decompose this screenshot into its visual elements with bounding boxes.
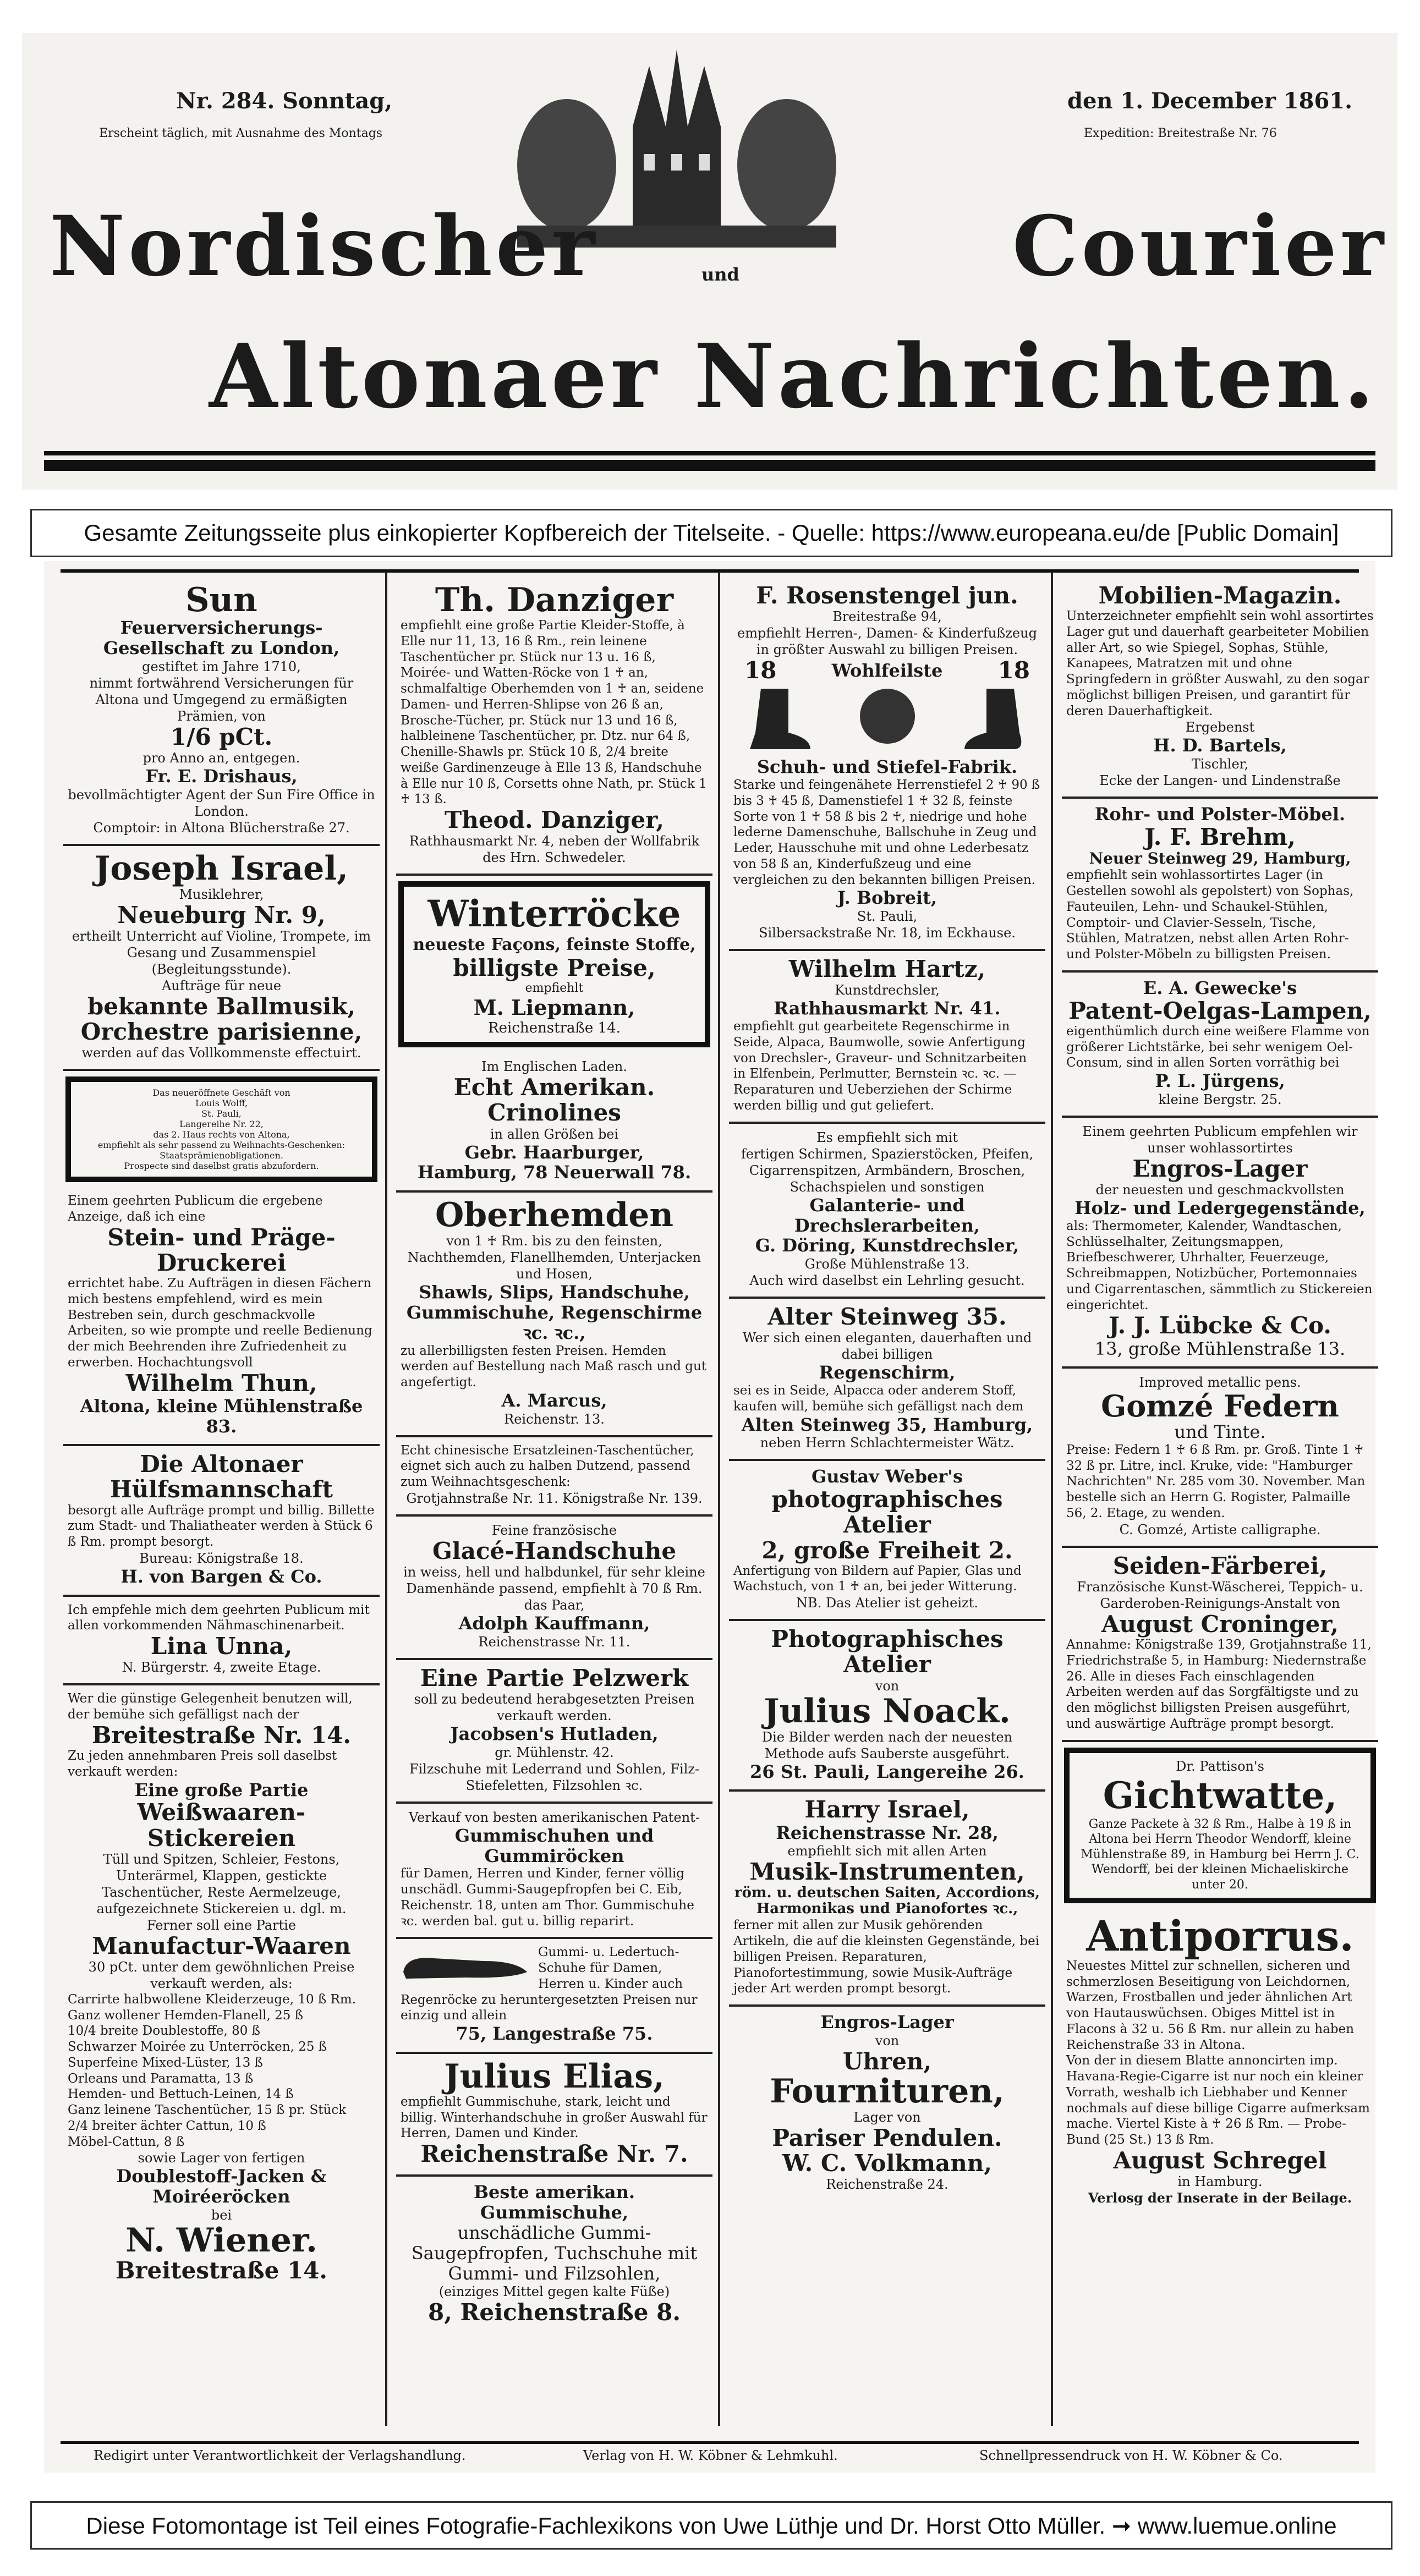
- footer-printer: Schnellpressendruck von H. W. Köbner & Co.: [979, 2448, 1283, 2463]
- ad-text: Echt chinesische Ersatzleinen-Taschentücher, eignet sich auch zu halben Dutzend, passend zum Weihnachtsgeschenk:: [401, 1443, 694, 1490]
- ad-text: Preise: Federn 1 ♰ 6 ß Rm. pr. Groß. Tinte 1 ♰ 32 ß pr. Litre, incl. Kruke, vide: "Hamburger Nachrichten" Nr. 285 vom 30. November. Man bestelle sich an Herrn G. Rogister, Palmaille 56, 2. Etage, zu wenden.: [1066, 1442, 1366, 1520]
- ad-name: W. C. Volkmann,: [782, 2150, 992, 2177]
- ad-text: St. Pauli,: [201, 1108, 242, 1119]
- ad-text: errichtet habe. Zu Aufträgen in diesen Fächern mich bestens empfehlend, wird es mein Bestreben sein, durch geschmackvolle Arbeiten, so wie prompte und reelle Bedienung der mich Beehrenden ihre Zufriedenheit zu erwerben. Hochachtungsvoll: [68, 1276, 372, 1370]
- issue-number: Nr. 284. Sonntag,: [176, 88, 393, 114]
- ad-address: Comptoir: in Altona Blücherstraße 27.: [93, 820, 350, 836]
- ad-address: Reichenstrasse Nr. 28,: [776, 1822, 999, 1843]
- ad-title: Th. Danziger: [435, 581, 674, 619]
- ad-text: pro Anno an, entgegen.: [142, 750, 300, 766]
- ad-heading: billigste Preise,: [453, 954, 656, 982]
- ad-title: Photographisches Atelier: [771, 1625, 1004, 1678]
- ad-text: Ganze Packete à 32 ß Rm., Halbe à 19 ß in Altona bei Herrn Theodor Wendorff, kleine Mühlenstraße 89, in Hamburg bei Herrn J. C. Wendorff, bei der kleinen Michaeliskirche unter 20.: [1081, 1817, 1359, 1892]
- ad-text: Annahme: Königstraße 139, Grotjahnstraße 11, Friedrichstraße 5, in Hamburg: Niedernstraße 26. Alle in dieses Fach einschlagenden Arbeiten werden auf das Sorgfältigste und zu den möglichst billigsten Preisen ausgeführt, und auswärtige Aufträge prompt besorgt.: [1066, 1638, 1372, 1731]
- ad-china-taschentuecher: [396, 1437, 712, 1517]
- list-item: Orleans und Paramatta, 13 ß: [68, 2071, 254, 2086]
- ad-address: Reichenstr. 13.: [504, 1411, 605, 1427]
- ad-name: H. von Bargen & Co.: [120, 1566, 322, 1587]
- ad-text: Auch wird daselbst ein Lehrling gesucht.: [749, 1273, 1025, 1289]
- ad-text: empfiehlt als sehr passend zu Weihnachts-Geschenken:: [97, 1140, 346, 1151]
- ad-text: Gummi- u. Ledertuch-Schuhe für Damen, Herren u. Kinder auch Regenröcke zu heruntergesetzten Preisen nur einzig und allein: [401, 1945, 698, 2023]
- ad-address: Bureau: Königstraße 18.: [139, 1550, 304, 1566]
- ad-heading: das 2. Haus rechts von Altona,: [153, 1129, 290, 1140]
- ad-alter-steinweg: [729, 1299, 1045, 1461]
- ad-address: 75, Langestraße 75.: [456, 2023, 653, 2045]
- ad-haarburger: [396, 1053, 712, 1193]
- ad-text: nimmt fortwährend Versicherungen für Altona und Umgegend zu ermäßigten Prämien, von: [89, 675, 354, 724]
- ad-amerikan-gummischuhe: [396, 2177, 712, 2333]
- ad-address: 8, Reichenstraße 8.: [428, 2299, 681, 2326]
- ad-text: Tüll und Spitzen, Schleier, Festons, Unterärmel, Klappen, gestickte Taschentücher, Reste Aermelzeuge, aufgezeichnete Stickereien u. dgl. m.: [96, 1851, 347, 1916]
- ad-title: Oberhemden: [435, 1196, 674, 1235]
- ad-text: empfiehlt sein wohlassortirtes Lager (in Gestellen sowohl als gepolstert) von Sophas, Fauteuilen, Lehn- und Schaukel-Stühlen, Comptoir- und Clavier-Sesseln, Tische, Stühlen, Matratzen, nebst allen Arten Rohr- und Polster-Möbeln zu billigsten Preisen.: [1066, 868, 1354, 962]
- masthead: [22, 33, 1397, 490]
- ad-title: photographisches Atelier: [771, 1486, 1003, 1539]
- ad-address: Silbersackstraße Nr. 18, im Eckhause.: [759, 925, 1016, 941]
- ad-name: A. Marcus,: [501, 1389, 607, 1411]
- ad-croninger: [1062, 1548, 1378, 1742]
- footer-editor: Redigirt unter Verantwortlichkeit der Verlagshandlung.: [94, 2448, 466, 2463]
- ad-address: kleine Bergstr. 25.: [1158, 1091, 1282, 1107]
- ad-address: in Hamburg.: [1177, 2174, 1263, 2189]
- ad-heading: Doublestoff-Jacken & Moiréeröcken: [116, 2166, 327, 2207]
- list-item: Carrirte halbwollene Kleiderzeuge, 10 ß Rm.: [68, 1992, 357, 2007]
- ad-text: eigenthümlich durch eine weißere Flamme von größerer Lichtstärke, bei sehr wenigem Oel-Consum, sind in allen Sorten vorräthig bei: [1066, 1024, 1370, 1070]
- ad-number: 18: [744, 657, 777, 684]
- column-1: [63, 578, 380, 2437]
- ad-text: Wer sich einen eleganten, dauerhaften und dabei billigen: [742, 1330, 1032, 1363]
- list-item: 10/4 breite Doublestoffe, 80 ß: [68, 2024, 261, 2039]
- footer-publisher: Verlag von H. W. Köbner & Lehmkuhl.: [583, 2448, 838, 2463]
- ad-title: Glacé-Handschuhe: [432, 1537, 677, 1564]
- ad-text: St. Pauli,: [857, 909, 918, 925]
- ad-text: Von der in diesem Blatte annoncirten imp. Havana-Regie-Cigarre ist nur noch ein kleiner Vorrath, weshalb ich Liebhaber und Kenner nochmals auf diese billige Cigarre aufmerksam mache. Viertel Kiste à ♰ 26 ß Rm. — Probe-Bund (25 St.) 13 ß Rm.: [1066, 2053, 1370, 2147]
- title-nordischer: Nordischer: [50, 198, 599, 295]
- ad-text: soll zu bedeutend herabgesetzten Preisen verkauft werden.: [414, 1691, 695, 1724]
- ad-heading: Staatsprämienobligationen.: [160, 1150, 283, 1161]
- ad-gomze: [1062, 1369, 1378, 1547]
- ad-title: Beste amerikan. Gummischuhe,: [474, 2182, 635, 2223]
- ad-address: Langereihe Nr. 22,: [179, 1119, 264, 1130]
- ad-title: Die Altonaer Hülfsmannschaft: [109, 1451, 333, 1503]
- ad-title: F. Rosenstengel jun.: [756, 582, 1018, 609]
- ad-text: von 1 ♰ Rm. bis zu den feinsten, Nachthemden, Flanellhemden, Unterjacken und Hosen,: [407, 1233, 701, 1282]
- ad-heading: bekannte Ballmusik,: [87, 992, 356, 1020]
- ad-text: unschädliche Gummi-Saugepfropfen, Tuchschuhe mit Gummi- und Filzsohlen,: [411, 2222, 698, 2284]
- ad-text: bevollmächtigter Agent der Sun Fire Office in London.: [68, 787, 375, 819]
- ad-text: Anfertigung von Bildern auf Papier, Glas und Wachstuch, von 1 ♰ an, bei jeder Witterung.: [733, 1563, 1022, 1594]
- ad-text: ferner mit allen zur Musik gehörenden Artikeln, die auf die kleinsten Gegenstände, bei billigen Preisen. Reparaturen, Pianofortestimmung, sowie Musik-Aufträge jeder Art werden prompt besorgt.: [733, 1918, 1040, 1996]
- ad-subtitle: Feuerversicherungs-Gesellschaft zu London,: [103, 617, 340, 658]
- ad-address: Reichenstraße Nr. 7.: [420, 2140, 688, 2168]
- ad-text: 30 pCt. unter dem gewöhnlichen Preise verkauft werden, als:: [88, 1959, 355, 1991]
- ad-text: Feine französische: [491, 1522, 617, 1538]
- ad-address: Breitestraße 14.: [115, 2257, 328, 2284]
- ad-rate: 1/6 pCt.: [170, 723, 273, 750]
- ad-julius-noack: [729, 1621, 1045, 1792]
- ad-name: Gebr. Haarburger,: [464, 1141, 644, 1163]
- ad-name: J. J. Lübcke & Co.: [1108, 1312, 1332, 1339]
- ad-volkmann: [729, 2007, 1045, 2200]
- ad-g-doering: [729, 1124, 1045, 1299]
- ad-name: J. Bobreit,: [837, 887, 937, 909]
- ad-text: Improved metallic pens.: [1139, 1375, 1301, 1391]
- ad-name: Gustav Weber's: [812, 1466, 963, 1487]
- ad-title: Julius Elias,: [444, 2057, 665, 2096]
- ad-text: gestiftet im Jahre 1710,: [142, 658, 301, 674]
- ad-title: Stein- und Präge-Druckerei: [107, 1223, 336, 1276]
- ad-rosenstengel: [729, 578, 1045, 951]
- ad-address: 13, große Mühlenstraße 13.: [1094, 1338, 1346, 1359]
- ad-heading: Eine große Partie: [134, 1779, 309, 1800]
- ad-heading: Wohlfeilste: [831, 660, 943, 681]
- ad-address: Neueburg Nr. 9,: [117, 901, 326, 929]
- ad-mobilien-magazin: [1062, 578, 1378, 799]
- ad-text: empfiehlt eine große Partie Kleider-Stoffe, à Elle nur 11, 13, 16 ß Rm., rein leinene Taschentücher pr. Stück nur 13 u. 16 ß, Moirée- und Watten-Röcke von 1 ♰ an, schmalfaltige Oberhemden von 1 ♰ an, seidene Damen- und Herren-Shlipse von 26 ß an, Brosche-Tücher, pr. Stück nur 13 und 16 ß, halbleinene Taschentücher, pr. Dtz. nur 64 ß, Chenille-Shawls pr. Stück 10 ß, 2/4 breite weiße Gardinenzeuge à Elle 13 ß, Handschuhe à Elle nur 10 ß, Corsetts ohne Nath, pr. Stück 1 ♰ 13 ß.: [401, 618, 707, 807]
- ad-address: Grotjahnstraße Nr. 11. Königstraße Nr. 139.: [406, 1490, 703, 1506]
- title-courier: Courier: [1012, 198, 1387, 295]
- ad-pelzwerk: [396, 1660, 712, 1804]
- ad-text: Starke und feingenähete Herrenstiefel 2 ♰ 90 ß bis 3 ♰ 45 ß, Damenstiefel 1 ♰ 32 ß, feinste Sorte von 1 ♰ 58 ß bis 2 ♰, niedrige und hohe lederne Damenschuhe, Ballschuhe in Zeug und Leder, Hausschuhe mit und ohne Lederbesatz von 58 ß an, Kinderfußzeug und eine vergleichen zu den bekannten billigen Preisen.: [733, 778, 1040, 887]
- ad-text: bei: [211, 2207, 232, 2223]
- ad-name: N. Wiener.: [125, 2221, 317, 2260]
- ad-text: empfiehlt gut gearbeitete Regenschirme in Seide, Alpaca, Baumwolle, sowie Anfertigung von Drechsler-, Graveur- und Schnitzarbeiten in Elfenbein, Perlmutter, Bernstein ꝛc. ꝛc. — Reparaturen und Ueberziehen der Schirme werden billig und gut geliefert.: [733, 1019, 1027, 1113]
- boots-icon: [739, 683, 1036, 755]
- ad-text: Neuestes Mittel zur schnellen, sicheren und schmerzlosen Beseitigung von Leichdornen, Warzen, Frostballen und jeder ähnlichen Art von Hautauswüchsen. Obiges Mittel ist in Flacons à 32 u. 56 ß Rm. nur allein zu haben Reichenstraße 33 in Altona.: [1066, 1958, 1355, 2052]
- ad-text: für Damen, Herren und Kinder, ferner völlig unschädl. Gummi-Saugepfropfen bei C. Eib, Reichenstr. 18, unten am Thor. Gummischuhe ꝛc. werden bal. gut u. billig reparirt.: [401, 1866, 694, 1929]
- ad-huelfsmannschaft: [63, 1446, 380, 1596]
- list-item: Schwarzer Moirée zu Unterröcken, 25 ß: [68, 2040, 327, 2055]
- ad-heading: Orchestre parisienne,: [80, 1018, 363, 1045]
- expedition-note: Expedition: Breitestraße Nr. 76: [1084, 127, 1277, 140]
- ad-name: M. Liepmann,: [473, 995, 635, 1020]
- ad-text: Einem geehrten Publicum die ergebene Anzeige, daß ich eine: [68, 1194, 323, 1224]
- ad-text: Kunstdrechsler,: [835, 982, 940, 998]
- ad-heading: E. A. Gewecke's: [1143, 977, 1297, 998]
- ad-liepmann: [398, 881, 710, 1047]
- ad-name: P. L. Jürgens,: [1155, 1070, 1285, 1092]
- ad-address: Alten Steinweg 35, Hamburg,: [741, 1414, 1033, 1435]
- masthead-rule-top: [44, 451, 1375, 455]
- ad-title: Echt Amerikan. Crinolines: [453, 1074, 655, 1127]
- ad-text: Verlosg der Inserate in der Beilage.: [1088, 2190, 1352, 2206]
- ad-text: in allen Größen bei: [490, 1126, 619, 1142]
- ad-text: (einziges Mittel gegen kalte Füße): [438, 2284, 670, 2300]
- ad-text: Es empfiehlt sich mit: [816, 1129, 958, 1145]
- ad-text: Aufträge für neue: [161, 977, 282, 993]
- ad-address: Ecke der Langen- und Lindenstraße: [1099, 773, 1341, 789]
- ad-text: neben Herrn Schlachtermeister Wätz.: [760, 1435, 1015, 1451]
- issue-date: den 1. December 1861.: [1067, 88, 1353, 114]
- ad-title: Engros-Lager: [1132, 1155, 1308, 1182]
- ad-a-marcus: [396, 1193, 712, 1437]
- ad-address: Rathhausmarkt Nr. 4, neben der Wollfabrik des Hrn. Schwedeler.: [409, 833, 700, 866]
- ad-text: fertigen Schirmen, Spazierstöcken, Pfeifen, Cigarrenspitzen, Armbändern, Broschen, Schachspielen und sonstigen: [741, 1146, 1034, 1195]
- ad-louis-wolff: [65, 1076, 377, 1182]
- ad-name: August Croninger,: [1101, 1610, 1339, 1638]
- ad-title: Joseph Israel,: [94, 849, 348, 888]
- ad-text: neueste Façons, feinste Stoffe,: [413, 935, 696, 955]
- ad-title: Louis Wolff,: [195, 1098, 248, 1109]
- list-item: Ganz wollener Hemden-Flanell, 25 ß: [68, 2008, 304, 2023]
- ad-text: empfiehlt sich mit allen Arten: [787, 1843, 987, 1859]
- ad-julius-elias: [396, 2054, 712, 2177]
- ad-address: Breitestraße Nr. 14.: [91, 1721, 352, 1749]
- shoe-icon: [401, 1945, 533, 1983]
- list-item: Möbel-Cattun, 8 ß: [68, 2134, 185, 2149]
- ad-agent: Fr. E. Drishaus,: [145, 765, 298, 787]
- ad-text: Im Englischen Laden.: [481, 1059, 627, 1075]
- ad-text: Tischler,: [1191, 756, 1249, 772]
- ad-heading: Shawls, Slips, Handschuhe, Gummischuhe, Regenschirme ꝛc. ꝛc.,: [406, 1282, 703, 1343]
- ad-text: Zu jeden annehmbaren Preis soll daselbst verkauft werden:: [68, 1749, 337, 1779]
- ad-shoe-langestrasse: [396, 1939, 712, 2054]
- caption-bottom: Diese Fotomontage ist Teil eines Fotografie-Fachlexikons von Uwe Lüthje und Dr. Horst Otto Müller. ➞ www.luemue.online: [30, 2501, 1392, 2550]
- ad-antiporrus: [1062, 1909, 1378, 2214]
- ad-heading: Pariser Pendulen.: [772, 2124, 1002, 2152]
- ad-pattison: [1064, 1748, 1376, 1904]
- ad-wilhelm-thun: [63, 1188, 380, 1446]
- ad-text: Das neueröffnete Geschäft von: [152, 1087, 290, 1098]
- caption-top: Gesamte Zeitungsseite plus einkopierter Kopfbereich der Titelseite. - Quelle: https://www.europeana.eu/de [Public Domain]: [30, 509, 1392, 557]
- ad-name: J. F. Brehm,: [1144, 823, 1296, 851]
- ad-title: Winterröcke: [427, 892, 681, 936]
- ad-name: Adolph Kauffmann,: [458, 1613, 650, 1634]
- ad-harry-israel: [729, 1792, 1045, 2007]
- ad-title: Seiden-Färberei,: [1112, 1552, 1328, 1579]
- ad-joseph-israel: [63, 846, 380, 1072]
- ad-title: Weißwaaren- Stickereien: [137, 1799, 306, 1852]
- ad-text: Prospecte sind daselbst gratis abzufordern.: [124, 1161, 319, 1172]
- ad-title: Mobilien-Magazin.: [1098, 582, 1342, 609]
- column-rule-3: [1051, 572, 1053, 2426]
- column-rule-2: [718, 572, 720, 2426]
- ad-address: Breitestraße 94,: [832, 609, 942, 625]
- ad-kauffmann: [396, 1517, 712, 1660]
- ad-name: Lina Unna,: [150, 1633, 293, 1660]
- ad-text: empfiehlt Gummischuhe, stark, leicht und billig. Winterhandschuhe in großer Auswahl für Herren, Damen und Kinder.: [401, 2094, 708, 2141]
- ad-text: zu allerbilligsten festen Preisen. Hemden werden auf Bestellung nach Maß rasch und gut angefertigt.: [401, 1343, 707, 1390]
- ad-text: besorgt alle Aufträge prompt und billig. Billette zum Stadt- und Thaliatheater werden à Stück 6 ß Rm. prompt besorgt.: [68, 1503, 375, 1550]
- page-top-rule: [61, 569, 1359, 573]
- ad-text: von: [875, 1678, 900, 1694]
- ad-title: Wilhelm Hartz,: [788, 955, 986, 983]
- column-2: [396, 578, 712, 2437]
- ad-th-danziger: [396, 578, 712, 876]
- ad-text: als: Thermometer, Kalender, Wandtaschen, Schlüsselhalter, Zeitungsmappen, Briefbeschwerer, Uhrhalter, Feuerzeuge, Schreibmappen, Notizbücher, Portemonnaies und Cigarrentaschen, sämmtlich zu Stickereien eingerichtet.: [1066, 1218, 1373, 1312]
- ad-title: Antiporrus.: [1086, 1912, 1354, 1961]
- list-item: Ganz leinene Taschentücher, 15 ß pr. Stück: [68, 2103, 347, 2118]
- ad-heading: Regenschirm,: [819, 1362, 956, 1383]
- ad-name: G. Döring, Kunstdrechsler,: [755, 1235, 1019, 1256]
- ad-text: empfiehlt Herren-, Damen- & Kinderfußzeug in größter Auswahl zu billigen Preisen.: [737, 625, 1037, 658]
- ad-heading: Manufactur-Waaren: [92, 1932, 351, 1959]
- ad-text: und Tinte.: [1174, 1421, 1266, 1443]
- masthead-rule-bottom: [44, 460, 1375, 471]
- ad-title: Patent-Oelgas-Lampen,: [1068, 997, 1372, 1024]
- ad-name: Wilhelm Thun,: [125, 1369, 317, 1397]
- ad-text: von: [875, 2033, 900, 2048]
- ad-heading: Holz- und Ledergegenstände,: [1074, 1198, 1366, 1219]
- ad-title: Alter Steinweg 35.: [767, 1303, 1007, 1331]
- ad-text: Unterzeichneter empfiehlt sein wohl assortirtes Lager gut und dauerhaft gearbeiteter Mobilien aller Art, so wie Spiegel, Sophas, Stühle, Kanapees, Matratzen mit und ohne Springfedern in größter Auswahl, zu den sogar möglichst billigen Preisen, und garantirt für deren Dauerhaftigkeit.: [1066, 609, 1374, 718]
- ad-address: Reichenstraße 24.: [826, 2177, 949, 2193]
- ad-j-f-brehm: [1062, 799, 1378, 973]
- column-3: [729, 578, 1045, 2437]
- ad-address: 2, große Freiheit 2.: [761, 1536, 1013, 1564]
- ad-address: Rathhausmarkt Nr. 41.: [774, 998, 1001, 1019]
- ad-number: 18: [997, 657, 1030, 684]
- ad-title: Rohr- und Polster-Möbel.: [1094, 804, 1346, 825]
- ad-title: Eine Partie Pelzwerk: [420, 1664, 689, 1691]
- ad-name: Harry Israel,: [804, 1796, 970, 1823]
- ad-gustav-weber: [729, 1461, 1045, 1621]
- ad-text: Musiklehrer,: [179, 886, 264, 902]
- ad-text: sei es in Seide, Alpacca oder anderem Stoff, kaufen will, bemühe sich gefälligst nach dem: [733, 1383, 1024, 1414]
- ad-text: Ich empfehle mich dem geehrten Publicum mit allen vorkommenden Nähmaschinenarbeit.: [68, 1602, 370, 1633]
- ad-heading: Dr. Pattison's: [1176, 1758, 1264, 1774]
- ad-name: Jacobsen's Hutladen,: [450, 1723, 659, 1745]
- list-item: Hemden- und Bettuch-Leinen, 14 ß: [68, 2087, 294, 2102]
- ad-text: der neuesten und geschmackvollsten: [1095, 1182, 1345, 1198]
- ad-text: Verkauf von besten amerikanischen Patent-: [409, 1809, 700, 1825]
- ad-name: August Schregel: [1113, 2146, 1327, 2174]
- ad-text: ertheilt Unterricht auf Violine, Trompete, im Gesang und Zusammenspiel (Begleitungsstunde).: [72, 928, 371, 977]
- ad-title: Sun: [185, 581, 257, 619]
- ad-name: C. Gomzé, Artiste calligraphe.: [1119, 1522, 1321, 1537]
- ad-title: Fournituren,: [770, 2072, 1005, 2111]
- column-rule-1: [385, 572, 387, 2426]
- ad-address: Altona, kleine Mühlenstraße 83.: [80, 1395, 363, 1437]
- title-und: und: [701, 264, 739, 285]
- ad-address: Reichenstraße 14.: [488, 1020, 621, 1037]
- ad-text: Einem geehrten Publicum empfehlen wir unser wohlassortirtes: [1082, 1123, 1358, 1156]
- ad-address: 26 St. Pauli, Langereihe 26.: [750, 1761, 1024, 1782]
- ad-text: Französische Kunst-Wäscherei, Teppich- u. Garderoben-Reinigungs-Anstalt von: [1077, 1579, 1363, 1611]
- ad-p-l-juergens: [1062, 973, 1378, 1118]
- ad-address: Reichenstrasse Nr. 11.: [478, 1634, 630, 1650]
- page-footer-rule: [61, 2441, 1359, 2444]
- ad-heading: Galanterie- und Drechslerarbeiten,: [794, 1194, 980, 1236]
- ad-text: werden auf das Vollkommenste effectuirt.: [81, 1045, 361, 1061]
- ad-gummischuhe: [396, 1804, 712, 1940]
- column-4: [1062, 578, 1378, 2437]
- ad-text: NB. Das Atelier ist geheizt.: [796, 1595, 978, 1611]
- ad-text: Filzschuhe mit Lederrand und Sohlen, Filz-Stiefeletten, Filzsohlen ꝛc.: [409, 1761, 700, 1793]
- ad-text: in weiss, hell und halbdunkel, für sehr kleine Damenhände passend, empfiehlt à 70 ß Rm. das Paar,: [403, 1564, 705, 1613]
- ad-name: Theod. Danziger,: [445, 806, 664, 833]
- ad-sun-insurance: [63, 578, 380, 846]
- publication-note: Erscheint täglich, mit Ausnahme des Montags: [99, 127, 383, 140]
- ad-title: Gummischuhen und Gummiröcken: [454, 1825, 654, 1866]
- ad-heading: Schuh- und Stiefel-Fabrik.: [756, 756, 1018, 778]
- ad-text: empfiehlt: [525, 981, 584, 996]
- ad-text: Ferner soll eine Partie: [146, 1917, 297, 1933]
- list-item: Superfeine Mixed-Lüster, 13 ß: [68, 2055, 263, 2070]
- ad-j-j-luebcke: [1062, 1118, 1378, 1369]
- ad-text: Die Bilder werden nach der neuesten Methode aufs Sauberste ausgeführt.: [761, 1729, 1013, 1761]
- ad-name: Julius Noack.: [764, 1691, 1011, 1731]
- ad-n-wiener: [63, 1685, 380, 2291]
- ad-heading: Engros-Lager: [820, 2012, 954, 2033]
- ad-title: Gichtwatte,: [1103, 1773, 1337, 1817]
- ad-address: Hamburg, 78 Neuerwall 78.: [417, 1162, 692, 1183]
- title-altonaer-nachrichten: Altonaer Nachrichten.: [209, 325, 1378, 428]
- ad-text: Lager von: [853, 2110, 921, 2125]
- ad-address: Neuer Steinweg 29, Hamburg,: [1089, 849, 1351, 868]
- ad-address: gr. Mühlenstr. 42.: [495, 1744, 614, 1760]
- ad-title: Musik-Instrumenten,: [749, 1858, 1025, 1886]
- ad-heading: röm. u. deutschen Saiten, Accordions, Harmonikas und Pianofortes ꝛc.,: [734, 1884, 1040, 1918]
- ad-lina-unna: [63, 1597, 380, 1686]
- ad-text: sowie Lager von fertigen: [138, 2150, 305, 2166]
- ad-name: H. D. Bartels,: [1153, 735, 1287, 756]
- ad-banner: [733, 658, 1041, 683]
- ad-title: Gomzé Federn: [1101, 1388, 1339, 1424]
- ad-wilhelm-hartz: [729, 951, 1045, 1123]
- ad-title: Uhren,: [842, 2047, 932, 2075]
- ad-text: Ergebenst: [1185, 719, 1255, 735]
- ad-address: Große Mühlenstraße 13.: [804, 1256, 970, 1272]
- ad-address: N. Bürgerstr. 4, zweite Etage.: [122, 1660, 321, 1676]
- ad-text: Wer die günstige Gelegenheit benutzen will, der bemühe sich gefälligst nach der: [68, 1691, 353, 1722]
- list-item: 2/4 breiter ächter Cattun, 10 ß: [68, 2118, 266, 2133]
